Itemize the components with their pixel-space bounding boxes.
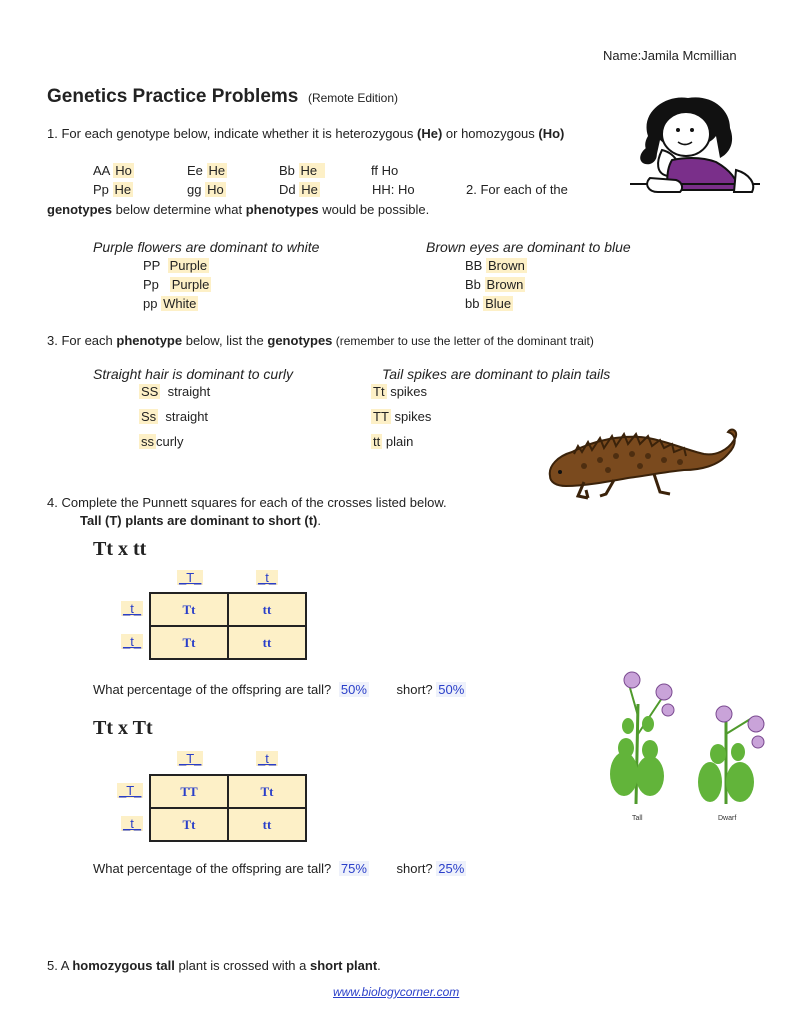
q1-item — [371, 163, 398, 178]
q3-right-item — [371, 384, 427, 399]
punnett-cell[interactable]: Tt — [228, 775, 306, 808]
tall-answer[interactable]: 75% — [340, 861, 367, 876]
q1-item — [372, 182, 415, 197]
q1-item — [93, 163, 134, 178]
q2-t1: below determine what — [112, 202, 246, 217]
genotype: gg — [187, 182, 202, 197]
punnett-cell[interactable]: Tt — [150, 593, 228, 626]
q5-b2: short plant — [310, 958, 378, 973]
dwarf-plant-label: Dwarf — [718, 815, 737, 822]
cross2-top-allele-1 — [177, 751, 203, 766]
q5-b1: homozygous tall — [72, 958, 175, 973]
allele-field[interactable]: _t_ — [123, 601, 142, 616]
q4-rule-text: Tall (T) plants are dominant to short (t) — [80, 513, 318, 528]
genotype: BB — [465, 258, 483, 273]
cross1-top-allele-1 — [177, 570, 203, 585]
answer-field[interactable]: Blue — [485, 296, 512, 311]
cross2-label: Tt x Tt — [93, 717, 153, 739]
short-question: short? — [396, 682, 433, 697]
allele-field[interactable]: _T_ — [119, 783, 142, 798]
allele-field[interactable]: _t_ — [123, 816, 142, 831]
q2-right-title: Brown eyes are dominant to blue — [426, 239, 631, 255]
q3-left-title: Straight hair is dominant to curly — [93, 366, 293, 382]
tall-answer[interactable]: 50% — [340, 682, 367, 697]
q3-left-item — [139, 434, 183, 449]
allele-field[interactable]: _T_ — [179, 570, 202, 585]
q3-left-item — [139, 384, 210, 399]
q2-left-title: Purple flowers are dominant to white — [93, 239, 320, 255]
q1-ho: (Ho) — [538, 126, 565, 141]
q2-left-item — [143, 296, 198, 311]
answer-field[interactable]: Purple — [171, 277, 210, 292]
punnett-cell[interactable]: TT — [150, 775, 228, 808]
footer-link[interactable]: www.biologycorner.com — [333, 985, 460, 999]
q2-b2: phenotypes — [245, 202, 319, 217]
answer-field[interactable]: Tt — [373, 384, 385, 399]
answer-field[interactable]: White — [163, 296, 197, 311]
cross2-side-allele-2 — [121, 816, 143, 831]
footer-link-wrap — [333, 984, 459, 999]
name-value: Jamila Mcmillian — [641, 48, 737, 63]
punnett-cell[interactable]: Tt — [150, 808, 228, 841]
q2-left-item — [143, 277, 211, 292]
name-label: Name: — [603, 48, 642, 63]
tall-and-dwarf-plant-illustration — [602, 664, 774, 824]
q1-item — [93, 182, 133, 197]
q3-right-item — [371, 409, 431, 424]
cross1-question — [93, 682, 466, 697]
q2-line1: 2. For each of the — [466, 182, 568, 197]
genotype: Dd — [279, 182, 296, 197]
dwarf-plant-icon — [698, 706, 764, 804]
q3-note: (remember to use the letter of the dominant trait) — [332, 334, 594, 348]
q2-left-item — [143, 258, 209, 273]
genotype: Pp — [143, 277, 159, 292]
genotype: Bb — [465, 277, 481, 292]
q4-rule-end: . — [317, 513, 321, 528]
title-main: Genetics Practice Problems — [47, 86, 299, 107]
q1-item — [279, 163, 325, 178]
genotype: Bb — [279, 163, 295, 178]
punnett-cell[interactable]: tt — [228, 626, 306, 659]
cross2-top-allele-2 — [256, 751, 278, 766]
answer-field[interactable]: Ss — [141, 409, 157, 424]
q2-right-item — [465, 277, 525, 292]
short-answer[interactable]: 25% — [438, 861, 465, 876]
q4-rule — [80, 513, 321, 528]
q2-right-item — [465, 258, 527, 273]
q5-t1: plant is crossed with a — [174, 958, 310, 973]
q2-b1: genotypes — [47, 202, 113, 217]
cross1-side-allele-2 — [121, 634, 143, 649]
cross2-side-allele-1 — [117, 783, 143, 798]
q4-prompt: 4. Complete the Punnett squares for each of the crosses listed below. — [47, 495, 447, 510]
phenotype: curly — [156, 434, 184, 449]
short-answer[interactable]: 50% — [438, 682, 465, 697]
answer-field[interactable]: Ho — [115, 163, 132, 178]
q3-right-title: Tail spikes are dominant to plain tails — [382, 366, 611, 382]
answer-field[interactable]: SS — [141, 384, 159, 399]
cross1-top-allele-2 — [256, 570, 278, 585]
q1-he: (He) — [417, 126, 443, 141]
q3-right-item — [371, 434, 413, 449]
genotype: AA — [93, 163, 110, 178]
phenotype: spikes — [394, 409, 432, 424]
q3-t1: below, list the — [182, 333, 268, 348]
q3-b2: genotypes — [267, 333, 333, 348]
tall-question: What percentage of the offspring are tall? — [93, 861, 332, 876]
punnett-cell[interactable]: tt — [228, 808, 306, 841]
q3-prefix: 3. For each — [47, 333, 117, 348]
q3-b1: phenotype — [116, 333, 183, 348]
allele-field[interactable]: _T_ — [179, 751, 202, 766]
answer-field[interactable]: ss — [141, 434, 154, 449]
phenotype: plain — [385, 434, 414, 449]
answer-text: ff Ho — [371, 163, 399, 178]
q1-mid: or homozygous — [442, 126, 539, 141]
answer-text: HH: Ho — [372, 182, 415, 197]
phenotype: spikes — [390, 384, 428, 399]
genotype: pp — [143, 296, 158, 311]
name-line — [603, 48, 737, 63]
phenotype: straight — [167, 384, 211, 399]
allele-field[interactable]: _t_ — [258, 570, 277, 585]
phenotype: straight — [165, 409, 209, 424]
genotype: PP — [143, 258, 161, 273]
answer-field[interactable]: He — [301, 182, 318, 197]
tall-plant-icon — [610, 672, 674, 804]
q1-item — [187, 163, 227, 178]
genotype: Pp — [93, 182, 109, 197]
punnett-square-1 — [149, 592, 307, 660]
genotype: bb — [465, 296, 480, 311]
girl-thinking-illustration — [626, 92, 762, 204]
q2-t2: would be possible. — [318, 202, 430, 217]
title-edition: (Remote Edition) — [307, 91, 399, 105]
q5-prompt — [47, 958, 381, 973]
allele-field[interactable]: _t_ — [258, 751, 277, 766]
answer-field[interactable]: tt — [373, 434, 381, 449]
answer-field[interactable]: TT — [373, 409, 389, 424]
q3-left-item — [139, 409, 208, 424]
q3-prompt — [47, 333, 594, 348]
page-title — [47, 86, 398, 108]
answer-field[interactable]: He — [208, 163, 226, 178]
answer-field[interactable]: Brown — [486, 277, 524, 292]
answer-field[interactable]: Brown — [487, 258, 525, 273]
q5-prefix: 5. A — [47, 958, 73, 973]
answer-field[interactable]: He — [114, 182, 132, 197]
q1-item — [187, 182, 226, 197]
allele-field[interactable]: _t_ — [123, 634, 142, 649]
q1-prompt — [47, 126, 564, 141]
spiked-lizard-illustration — [544, 420, 748, 502]
punnett-square-2 — [149, 774, 307, 842]
tall-question: What percentage of the offspring are tall? — [93, 682, 332, 697]
q5-end: . — [377, 958, 381, 973]
genotype: Ee — [187, 163, 203, 178]
q2-line2 — [47, 202, 429, 217]
q1-prefix: 1. For each genotype below, indicate whether it is heterozygous — [47, 126, 417, 141]
answer-field[interactable]: He — [299, 163, 326, 178]
punnett-cell[interactable]: Tt — [150, 626, 228, 659]
answer-field[interactable]: Purple — [169, 258, 208, 273]
cross1-label: Tt x tt — [93, 538, 147, 560]
punnett-cell[interactable]: tt — [228, 593, 306, 626]
tall-plant-label: Tall — [632, 815, 643, 822]
answer-field[interactable]: Ho — [207, 182, 224, 197]
short-question: short? — [396, 861, 433, 876]
q1-item — [279, 182, 320, 197]
cross2-question — [93, 861, 466, 876]
q2-right-item — [465, 296, 513, 311]
cross1-side-allele-1 — [121, 601, 143, 616]
